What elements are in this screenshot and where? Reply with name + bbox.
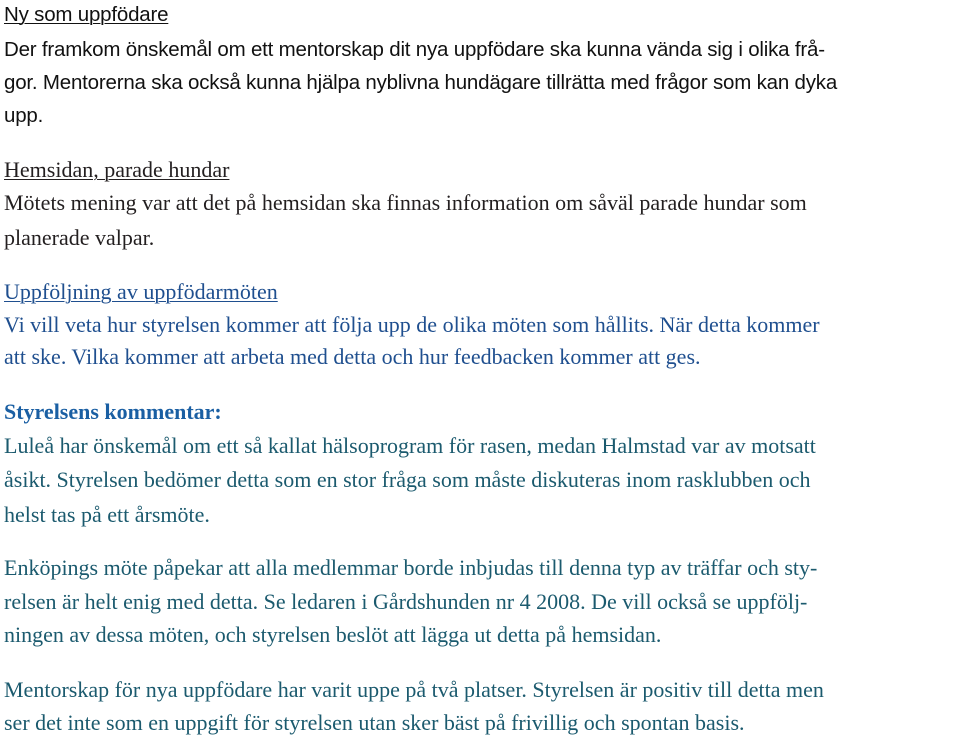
heading-ny-som-uppfodare: Ny som uppfödare [4,3,169,26]
heading-hemsidan-parade-hundar: Hemsidan, parade hundar [4,157,230,182]
paragraph-line: relsen är helt enig med detta. Se ledaren i Gårdshunden nr 4 2008. De vill också se uppfölj- [4,589,808,614]
paragraph-line: upp. [4,104,44,127]
paragraph-line: Mentorskap för nya uppfödare har varit uppe på två platser. Styrelsen är positiv till detta men [4,677,824,702]
paragraph-line: Der framkom önskemål om ett mentorskap dit nya uppfödare ska kunna vända sig i olika frå- [4,38,825,61]
paragraph-line: ningen av dessa möten, och styrelsen beslöt att lägga ut detta på hemsidan. [4,622,662,647]
paragraph-line: Vi vill veta hur styrelsen kommer att följa upp de olika möten som hållits. När detta kommer [4,312,820,337]
paragraph-line: att ske. Vilka kommer att arbeta med detta och hur feedbacken kommer att ges. [4,344,701,369]
paragraph-line: Luleå har önskemål om ett så kallat hälsoprogram för rasen, medan Halmstad var av motsatt [4,433,816,458]
paragraph-line: Mötets mening var att det på hemsidan ska finnas information om såväl parade hundar som [4,190,807,215]
paragraph-line: gor. Mentorerna ska också kunna hjälpa nyblivna hundägare tillrätta med frågor som kan dyka [4,71,838,94]
paragraph-line: Enköpings möte påpekar att alla medlemmar borde inbjudas till denna typ av träffar och sty- [4,555,818,580]
heading-uppfoljning-av-uppfodarmoten: Uppföljning av uppfödarmöten [4,279,278,304]
paragraph-line: åsikt. Styrelsen bedömer detta som en stor fråga som måste diskuteras inom rasklubben och [4,467,811,492]
paragraph-line: planerade valpar. [4,225,155,250]
paragraph-line: ser det inte som en uppgift för styrelsen utan sker bäst på frivillig och spontan basis. [4,710,745,735]
heading-styrelsens-kommentar: Styrelsens kommentar: [4,399,222,424]
paragraph-line: helst tas på ett årsmöte. [4,502,210,527]
